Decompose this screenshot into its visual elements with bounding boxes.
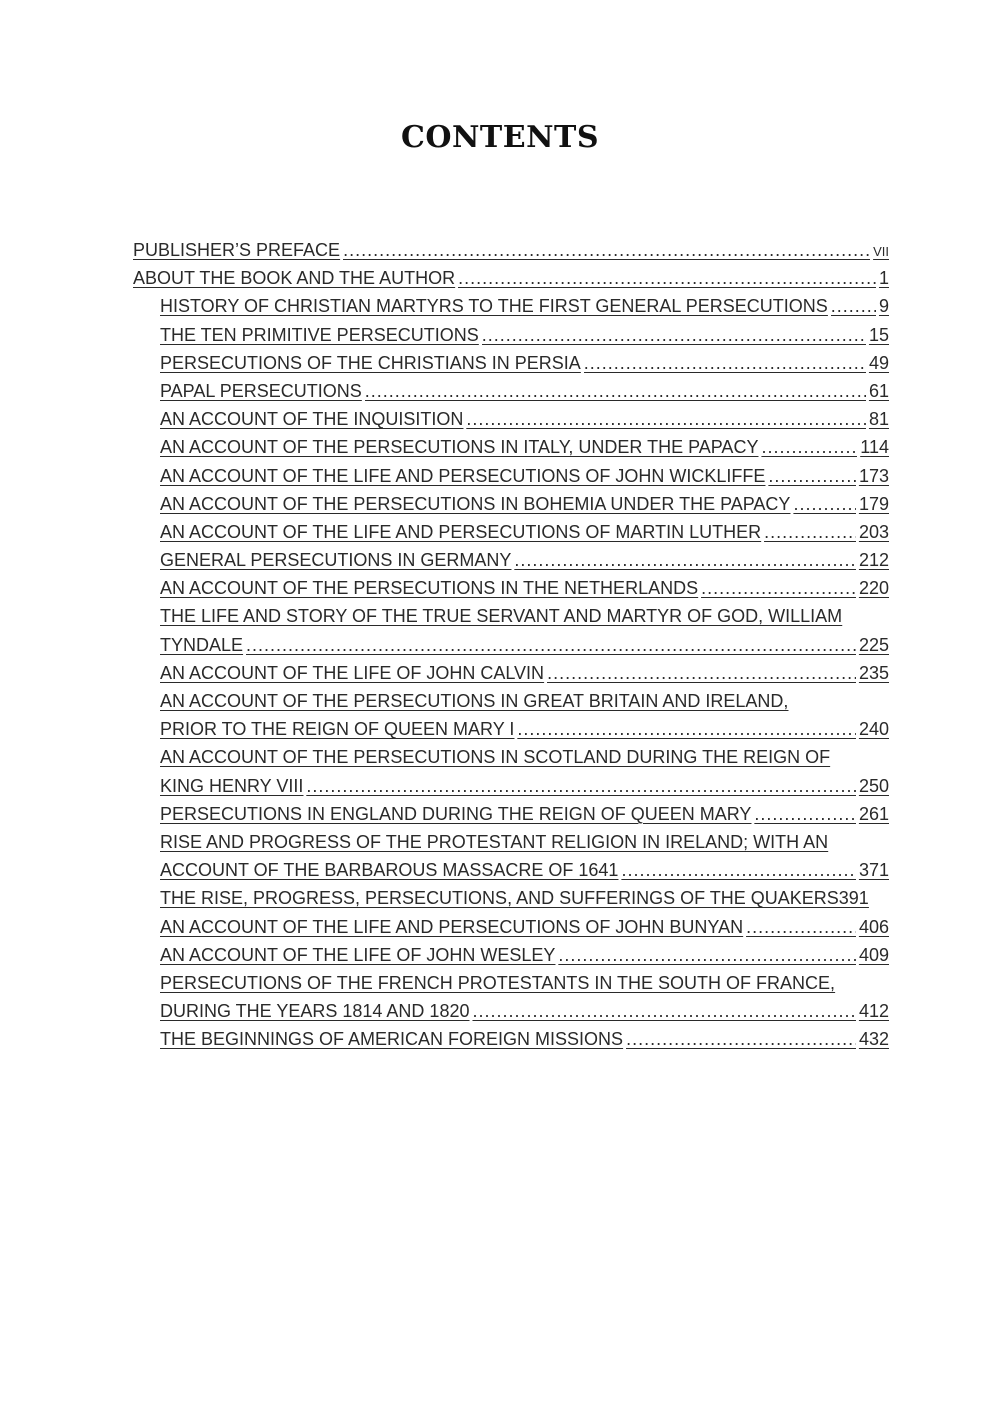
toc-entry-page: 114 bbox=[860, 437, 889, 458]
dot-leader bbox=[343, 236, 870, 264]
toc-entry-title: AN ACCOUNT OF THE LIFE OF JOHN WESLEY bbox=[160, 944, 556, 965]
dot-leader bbox=[547, 659, 856, 687]
toc-entry-title: RISE AND PROGRESS OF THE PROTESTANT RELIGION IN IRELAND; WITH AN bbox=[160, 831, 829, 852]
toc-entry-french-protestants[interactable] bbox=[160, 969, 889, 1025]
toc-entry-page: 225 bbox=[858, 634, 889, 655]
toc-entry-persecutions-in-great-britain[interactable] bbox=[160, 687, 889, 743]
dot-leader bbox=[831, 292, 876, 320]
toc-entry-page: 61 bbox=[868, 380, 889, 401]
dot-leader bbox=[701, 574, 856, 602]
toc-entry-persecutions-in-italy[interactable] bbox=[160, 433, 889, 461]
toc-entry-john-bunyan[interactable] bbox=[160, 913, 889, 941]
dot-leader bbox=[746, 913, 856, 941]
dot-leader bbox=[754, 800, 856, 828]
dot-leader bbox=[517, 715, 856, 743]
toc-entry-page: 49 bbox=[868, 352, 889, 373]
toc-entry-title: AN ACCOUNT OF THE PERSECUTIONS IN THE NETHERLANDS bbox=[160, 578, 699, 599]
dot-leader bbox=[472, 997, 855, 1025]
toc-entry-page: 81 bbox=[868, 409, 889, 430]
toc-entry-title: AN ACCOUNT OF THE LIFE AND PERSECUTIONS OF JOHN WICKLIFFE bbox=[160, 465, 766, 486]
toc-entry-title: GENERAL PERSECUTIONS IN GERMANY bbox=[160, 550, 512, 571]
dot-leader bbox=[365, 377, 866, 405]
toc-entry-persecutions-in-persia[interactable] bbox=[160, 349, 889, 377]
toc-entry-page: 250 bbox=[858, 775, 889, 796]
toc-entry-page: 173 bbox=[858, 465, 889, 486]
toc-entry-title: PERSECUTIONS OF THE CHRISTIANS IN PERSIA bbox=[160, 352, 581, 373]
toc-entry-publishers-preface[interactable] bbox=[133, 236, 889, 264]
toc-entry-william-tyndale[interactable] bbox=[160, 602, 889, 658]
toc-entry-papal-persecutions[interactable] bbox=[160, 377, 889, 405]
toc-entry-title-continued: KING HENRY VIII bbox=[160, 775, 304, 796]
page-title: CONTENTS bbox=[400, 120, 600, 155]
toc-entry-title: PAPAL PERSECUTIONS bbox=[160, 380, 362, 401]
table-of-contents bbox=[133, 236, 889, 1053]
toc-entry-title: AN ACCOUNT OF THE PERSECUTIONS IN BOHEMIA UNDER THE PAPACY bbox=[160, 493, 791, 514]
toc-entry-john-wickliffe[interactable] bbox=[160, 462, 889, 490]
toc-entry-page: 179 bbox=[858, 493, 889, 514]
dot-leader bbox=[458, 264, 876, 292]
toc-entry-about-the-book[interactable] bbox=[133, 264, 889, 292]
dot-leader bbox=[764, 518, 856, 546]
toc-entry-persecutions-in-netherlands[interactable] bbox=[160, 574, 889, 602]
dot-leader bbox=[482, 321, 866, 349]
dot-leader bbox=[761, 433, 857, 461]
toc-entry-title: AN ACCOUNT OF THE LIFE OF JOHN CALVIN bbox=[160, 662, 545, 683]
dot-leader bbox=[246, 631, 856, 659]
toc-entry-title: ABOUT THE BOOK AND THE AUTHOR bbox=[133, 268, 456, 289]
toc-entry-page: 15 bbox=[868, 324, 889, 345]
toc-entry-title: PERSECUTIONS OF THE FRENCH PROTESTANTS IN THE SOUTH OF FRANCE, bbox=[160, 972, 836, 993]
toc-entry-persecutions-in-bohemia[interactable] bbox=[160, 490, 889, 518]
dot-leader bbox=[466, 405, 866, 433]
dot-leader bbox=[584, 349, 866, 377]
toc-entry-title-continued: TYNDALE bbox=[160, 634, 244, 655]
dot-leader bbox=[514, 546, 856, 574]
toc-entry-title: HISTORY OF CHRISTIAN MARTYRS TO THE FIRST GENERAL PERSECUTIONS bbox=[160, 296, 828, 317]
toc-entry-page: 412 bbox=[858, 1001, 889, 1022]
toc-entry-title: THE LIFE AND STORY OF THE TRUE SERVANT AND MARTYR OF GOD, WILLIAM bbox=[160, 606, 843, 627]
toc-entry-history-of-christian-martyrs[interactable] bbox=[160, 292, 889, 320]
toc-entry-title: PUBLISHER’S PREFACE bbox=[133, 240, 341, 260]
toc-entry-page: 235 bbox=[858, 662, 889, 683]
toc-entry-page: 240 bbox=[858, 719, 889, 740]
dot-leader bbox=[558, 941, 856, 969]
dot-leader bbox=[626, 1025, 856, 1053]
toc-entry-ten-primitive-persecutions[interactable] bbox=[160, 321, 889, 349]
toc-entry-page: VII bbox=[873, 244, 889, 259]
dot-leader bbox=[793, 490, 856, 518]
dot-leader bbox=[768, 462, 856, 490]
toc-entry-persecutions-in-england[interactable] bbox=[160, 800, 889, 828]
toc-entry-inquisition[interactable] bbox=[160, 405, 889, 433]
toc-entry-title: AN ACCOUNT OF THE PERSECUTIONS IN ITALY, UNDER THE PAPACY bbox=[160, 437, 759, 458]
toc-entry-title: THE BEGINNINGS OF AMERICAN FOREIGN MISSIONS bbox=[160, 1029, 624, 1050]
toc-entry-page: 1 bbox=[878, 268, 889, 289]
toc-entry-title: THE RISE, PROGRESS, PERSECUTIONS, AND SUFFERINGS OF THE QUAKERS391 bbox=[160, 888, 869, 909]
toc-entry-page: 261 bbox=[858, 803, 889, 824]
toc-entry-title: PERSECUTIONS IN ENGLAND DURING THE REIGN OF QUEEN MARY bbox=[160, 803, 752, 824]
toc-entry-american-foreign-missions[interactable] bbox=[160, 1025, 889, 1053]
toc-entry-john-wesley[interactable] bbox=[160, 941, 889, 969]
toc-entry-page: 9 bbox=[878, 296, 889, 317]
toc-entry-persecutions-in-scotland[interactable] bbox=[160, 743, 889, 799]
toc-entry-title: THE TEN PRIMITIVE PERSECUTIONS bbox=[160, 324, 479, 345]
toc-entry-title: AN ACCOUNT OF THE PERSECUTIONS IN GREAT BRITAIN AND IRELAND, bbox=[160, 691, 789, 711]
toc-entry-title: AN ACCOUNT OF THE PERSECUTIONS IN SCOTLAND DURING THE REIGN OF bbox=[160, 747, 831, 768]
dot-leader bbox=[306, 772, 856, 800]
toc-entry-title-continued: PRIOR TO THE REIGN OF QUEEN MARY I bbox=[160, 719, 515, 740]
toc-entry-title-continued: DURING THE YEARS 1814 AND 1820 bbox=[160, 1001, 470, 1022]
toc-entry-title-continued: ACCOUNT OF THE BARBAROUS MASSACRE OF 1641 bbox=[160, 860, 619, 881]
toc-entry-protestant-religion-in-ireland[interactable] bbox=[160, 828, 889, 884]
toc-entry-persecutions-in-germany[interactable] bbox=[160, 546, 889, 574]
toc-entry-title: AN ACCOUNT OF THE LIFE AND PERSECUTIONS OF JOHN BUNYAN bbox=[160, 916, 744, 937]
toc-entry-page: 212 bbox=[858, 550, 889, 571]
toc-entry-martin-luther[interactable] bbox=[160, 518, 889, 546]
dot-leader bbox=[621, 856, 856, 884]
toc-entry-page: 409 bbox=[858, 944, 889, 965]
toc-entry-page: 371 bbox=[858, 860, 889, 881]
toc-entry-title: AN ACCOUNT OF THE LIFE AND PERSECUTIONS OF MARTIN LUTHER bbox=[160, 521, 762, 542]
toc-entry-john-calvin[interactable] bbox=[160, 659, 889, 687]
toc-entry-title: AN ACCOUNT OF THE INQUISITION bbox=[160, 409, 464, 430]
toc-entry-page: 203 bbox=[858, 521, 889, 542]
toc-entry-page: 432 bbox=[858, 1029, 889, 1050]
toc-entry-page: 220 bbox=[858, 578, 889, 599]
toc-entry-page: 406 bbox=[858, 916, 889, 937]
toc-entry-quakers[interactable] bbox=[160, 884, 889, 912]
